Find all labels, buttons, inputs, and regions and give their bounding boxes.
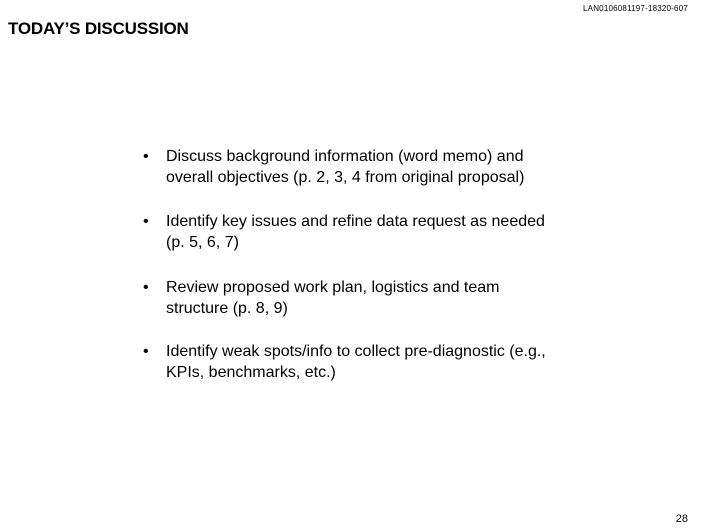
bullet-icon: • [143,213,149,230]
page-number: 28 [675,513,688,525]
bullet-item-key-issues [143,211,563,253]
bullet-item-work-plan [143,277,563,319]
document-id: LAN0106081197-18320-607 [583,4,688,13]
bullet-item-background [143,146,563,188]
bullet-text: Review proposed work plan, logistics and team structure (p. 8, 9) [166,279,500,317]
bullet-icon: • [143,279,149,296]
bullet-icon: • [143,343,149,360]
bullet-item-weak-spots [143,341,563,383]
bullet-text: Identify weak spots/info to collect pre-diagnostic (e.g., KPIs, benchmarks, etc.) [166,343,546,381]
page-title: TODAY’S DISCUSSION [8,19,189,38]
bullet-icon: • [143,148,149,165]
bullet-text: Identify key issues and refine data request as needed (p. 5, 6, 7) [166,213,545,251]
bullet-list [143,146,563,406]
bullet-text: Discuss background information (word memo) and overall objectives (p. 2, 3, 4 from original proposal) [166,148,525,186]
